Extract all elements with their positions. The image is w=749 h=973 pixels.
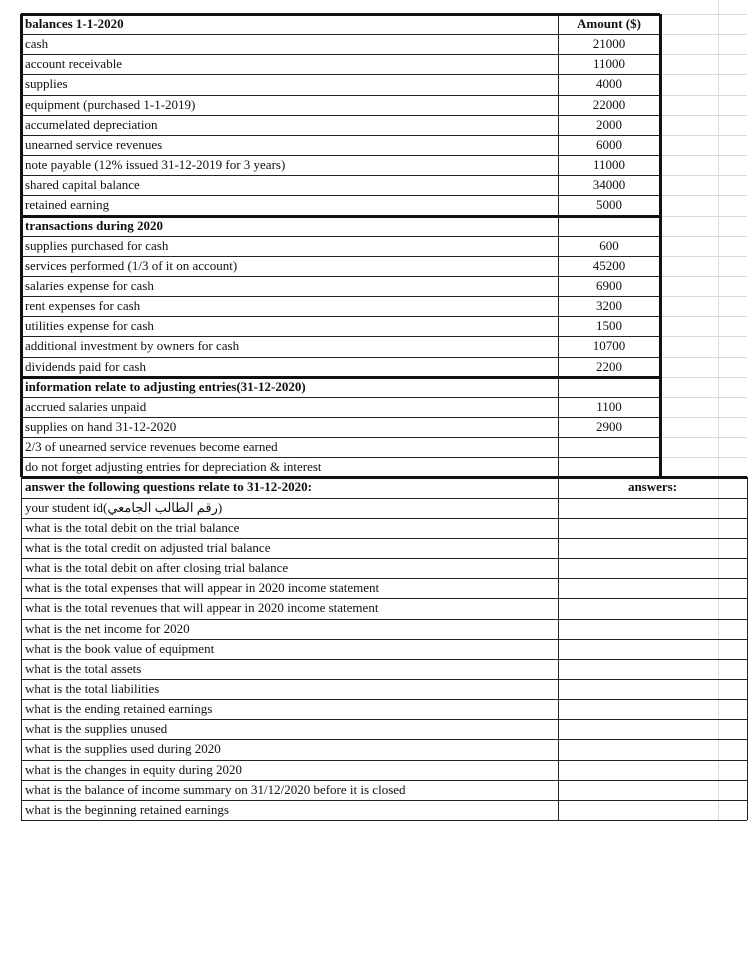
grid-line <box>21 13 660 16</box>
grid-line <box>660 397 747 398</box>
question-label: what is the total expenses that will appear in 2020 income statement <box>25 580 380 596</box>
grid-line <box>21 538 747 539</box>
grid-line <box>21 659 747 660</box>
item-label: accrued salaries unpaid <box>25 398 147 414</box>
item-label: utilities expense for cash <box>25 318 154 334</box>
item-label: unearned service revenues <box>25 136 163 152</box>
grid-line <box>660 336 747 337</box>
grid-line <box>660 236 747 237</box>
item-label: rent expenses for cash <box>25 298 141 314</box>
grid-line <box>21 215 660 218</box>
item-label: dividends paid for cash <box>25 358 146 374</box>
grid-line <box>660 115 747 116</box>
answer-cell[interactable] <box>558 760 747 780</box>
answer-cell[interactable] <box>558 739 747 759</box>
amount-value: 1500 <box>596 318 622 334</box>
amount-value: 5000 <box>596 197 622 213</box>
grid-line <box>21 578 747 579</box>
item-label: shared capital balance <box>25 177 140 193</box>
amount-value: 1100 <box>596 398 622 414</box>
item-label: cash <box>25 36 49 52</box>
grid-line <box>21 760 747 761</box>
grid-line <box>660 195 747 196</box>
grid-line <box>20 14 23 477</box>
grid-line <box>21 558 747 559</box>
amount-header: Amount ($) <box>577 16 641 31</box>
answer-cell[interactable] <box>558 639 747 659</box>
question-label: what is the ending retained earnings <box>25 701 213 717</box>
question-label: what is the total assets <box>25 660 142 676</box>
grid-line <box>660 457 747 458</box>
answer-cell[interactable] <box>558 558 747 578</box>
grid-line <box>21 236 660 237</box>
grid-line <box>660 95 747 96</box>
grid-line <box>21 115 660 116</box>
answers-header: answers: <box>627 479 678 495</box>
answer-cell[interactable] <box>558 598 747 618</box>
answer-cell[interactable] <box>558 699 747 719</box>
question-label: what is the book value of equipment <box>25 640 215 656</box>
section-title: information relate to adjusting entries(31-12-2020) <box>25 378 306 394</box>
amount-value: 11000 <box>592 56 626 72</box>
question-label: what is the total revenues that will appear in 2020 income statement <box>25 600 379 616</box>
answer-cell[interactable] <box>558 679 747 699</box>
grid-line <box>21 34 660 35</box>
grid-line <box>660 296 747 297</box>
grid-line <box>21 376 660 379</box>
grid-line <box>660 135 747 136</box>
answer-cell[interactable] <box>558 518 747 538</box>
item-label: supplies on hand 31-12-2020 <box>25 419 177 434</box>
grid-line <box>21 476 747 479</box>
grid-line <box>660 216 747 217</box>
grid-line <box>21 598 747 599</box>
grid-line <box>21 336 660 337</box>
grid-line <box>21 54 660 55</box>
grid-line <box>659 14 662 477</box>
question-label: your student id(رقم الطالب الجامعي) <box>25 499 223 515</box>
answer-cell[interactable] <box>558 780 747 800</box>
amount-value: 6000 <box>596 136 622 152</box>
grid-line <box>21 417 660 418</box>
grid-line <box>21 357 660 358</box>
question-label: what is the total liabilities <box>25 680 160 696</box>
grid-line <box>660 54 747 55</box>
grid-line <box>21 74 660 75</box>
answer-cell[interactable] <box>558 619 747 639</box>
item-label: salaries expense for cash <box>25 277 154 293</box>
amount-value: 45200 <box>592 257 626 273</box>
grid-line <box>21 175 660 176</box>
question-label: what is the total debit on after closing trial balance <box>25 560 289 576</box>
grid-line <box>660 256 747 257</box>
question-label: what is the beginning retained earnings <box>25 801 229 817</box>
grid-line <box>21 437 660 438</box>
grid-line <box>21 316 660 317</box>
item-label: supplies purchased for cash <box>25 237 169 253</box>
grid-line <box>660 175 747 176</box>
grid-line <box>660 14 747 15</box>
grid-line <box>660 377 747 378</box>
grid-line <box>660 34 747 35</box>
grid-line <box>21 518 747 519</box>
item-label: additional investment by owners for cash <box>25 338 240 354</box>
item-label: do not forget adjusting entries for depreciation & interest <box>25 459 322 475</box>
amount-value: 6900 <box>596 277 622 293</box>
amount-value: 4000 <box>596 76 622 92</box>
question-label: what is the net income for 2020 <box>25 620 190 636</box>
amount-value: 600 <box>599 237 619 253</box>
grid-line <box>747 477 748 820</box>
amount-value: 2000 <box>596 116 622 132</box>
item-label: account receivable <box>25 56 123 72</box>
question-label: what is the total debit on the trial balance <box>25 519 240 535</box>
grid-line <box>21 135 660 136</box>
answer-cell[interactable] <box>558 498 747 518</box>
grid-line <box>660 417 747 418</box>
grid-line <box>21 155 660 156</box>
grid-line <box>21 719 747 720</box>
answer-cell[interactable] <box>558 659 747 679</box>
amount-value: 11000 <box>592 157 626 173</box>
question-label: what is the supplies used during 2020 <box>25 741 221 757</box>
grid-line <box>660 437 747 438</box>
item-label: accumelated depreciation <box>25 116 158 132</box>
grid-line <box>21 256 660 257</box>
answer-cell[interactable] <box>558 800 747 820</box>
item-label: retained earning <box>25 197 110 213</box>
grid-line <box>660 276 747 277</box>
answer-cell[interactable] <box>558 578 747 598</box>
grid-line <box>21 457 660 458</box>
amount-value: 2900 <box>596 419 622 434</box>
grid-line <box>21 498 747 499</box>
grid-line <box>558 14 559 820</box>
grid-line <box>660 155 747 156</box>
grid-line <box>21 619 747 620</box>
amount-value: 10700 <box>592 338 626 354</box>
grid-line <box>21 397 660 398</box>
grid-line <box>21 95 660 96</box>
grid-line <box>21 780 747 781</box>
grid-line <box>21 820 747 821</box>
item-label: equipment (purchased 1-1-2019) <box>25 96 196 112</box>
grid-line <box>660 357 747 358</box>
grid-line <box>660 316 747 317</box>
grid-line <box>21 276 660 277</box>
amount-value: 22000 <box>592 96 626 112</box>
grid-line <box>21 699 747 700</box>
question-label: what is the changes in equity during 2020 <box>25 761 242 777</box>
amount-value: 34000 <box>592 177 626 193</box>
item-label: services performed (1/3 of it on account) <box>25 257 238 273</box>
grid-line <box>660 74 747 75</box>
item-label: supplies <box>25 76 68 92</box>
question-label: what is the supplies unused <box>25 721 168 737</box>
answer-cell[interactable] <box>558 719 747 739</box>
question-label: what is the total credit on adjusted trial balance <box>25 539 271 555</box>
question-label: what is the balance of income summary on 31/12/2020 before it is closed <box>25 781 406 797</box>
section-title: balances 1-1-2020 <box>25 16 124 31</box>
grid-line <box>21 195 660 196</box>
answer-cell[interactable] <box>558 538 747 558</box>
amount-value: 3200 <box>596 298 622 314</box>
item-label: note payable (12% issued 31-12-2019 for 3 years) <box>25 157 286 173</box>
grid-line <box>21 296 660 297</box>
grid-line <box>21 739 747 740</box>
section-title: transactions during 2020 <box>25 217 163 233</box>
grid-line <box>21 800 747 801</box>
section-title: answer the following questions relate to 31-12-2020: <box>25 479 312 495</box>
grid-line <box>21 679 747 680</box>
item-label: 2/3 of unearned service revenues become earned <box>25 439 278 455</box>
amount-value: 21000 <box>592 36 626 52</box>
amount-value: 2200 <box>596 358 622 374</box>
grid-line <box>21 639 747 640</box>
